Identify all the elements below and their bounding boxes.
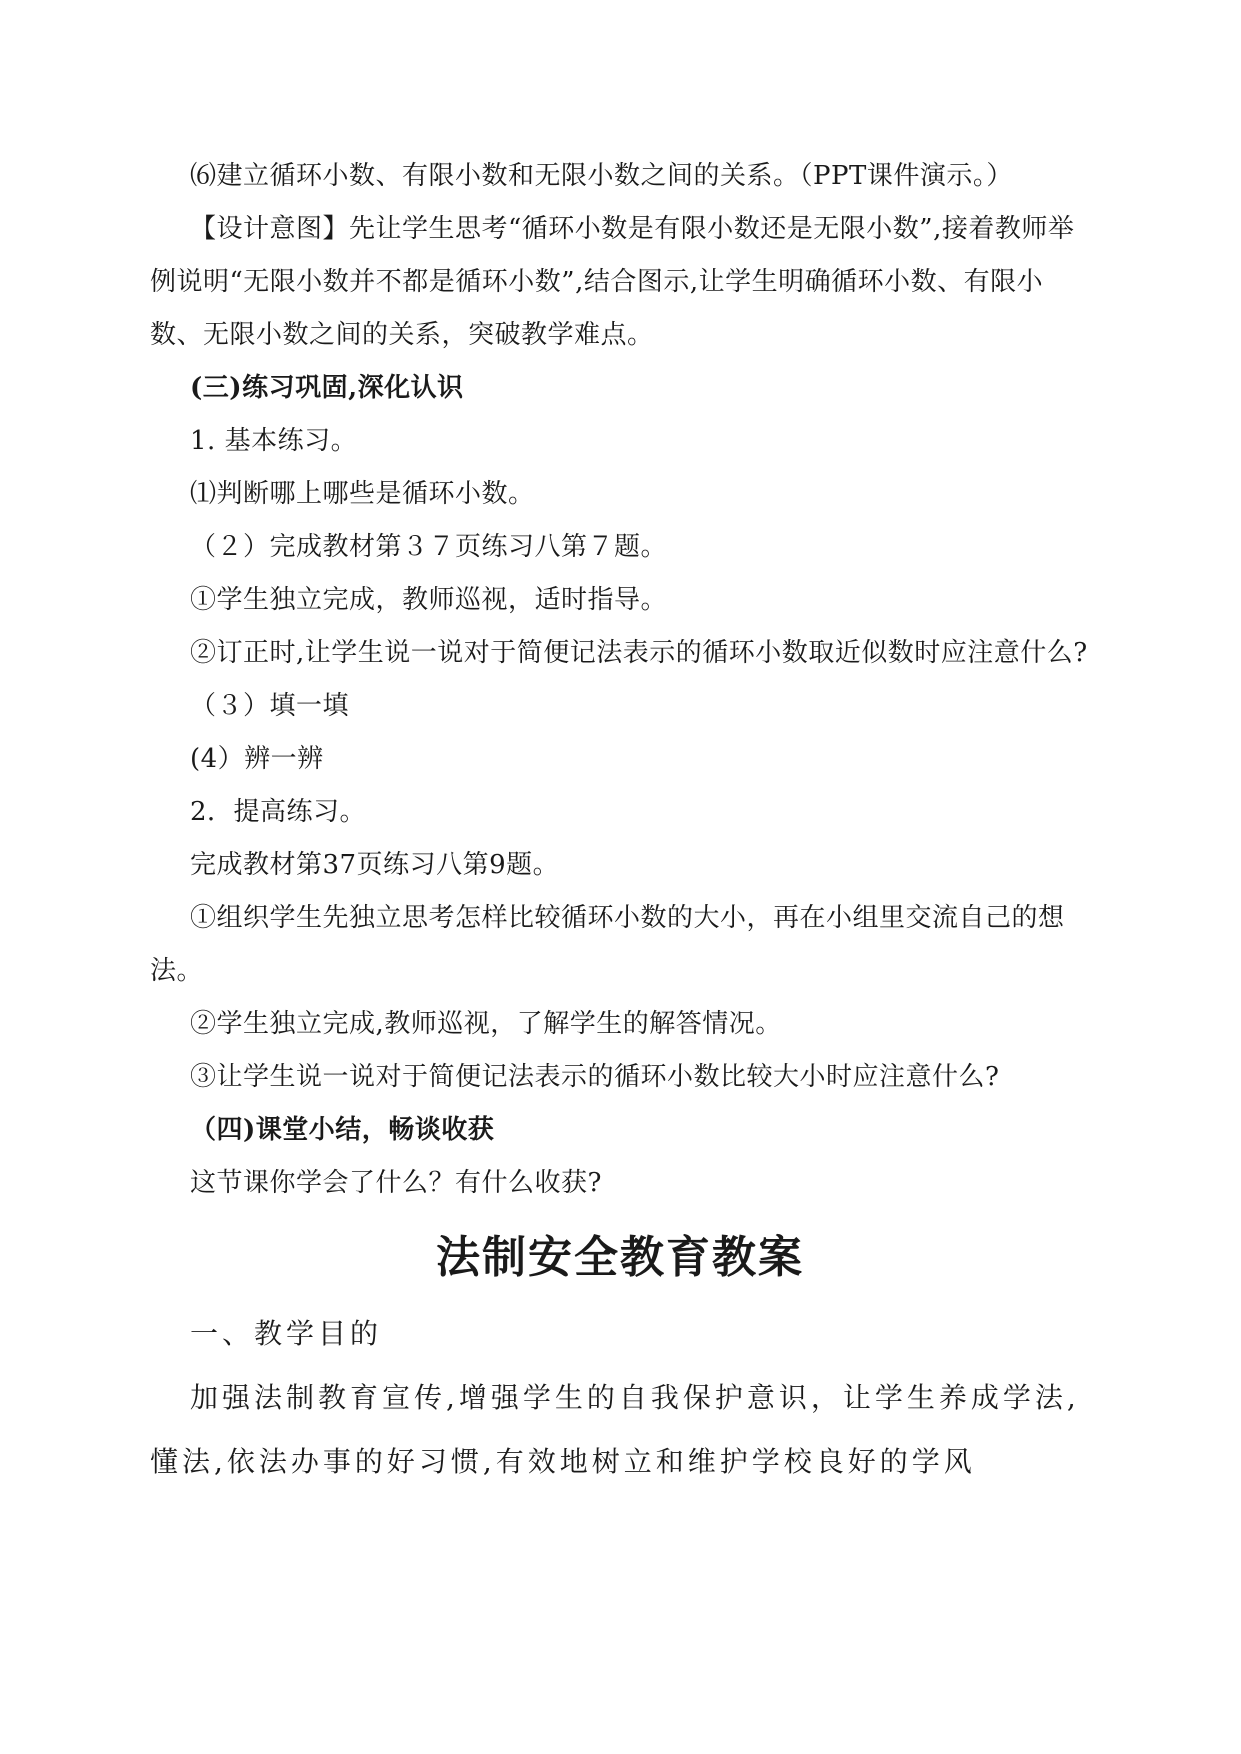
list-item: ③让学生说一说对于简便记法表示的循环小数比较大小时应注意什么? bbox=[190, 1062, 1000, 1092]
page-content bbox=[150, 150, 1090, 1494]
list-item: 完成教材第37页练习八第9题。 bbox=[190, 850, 560, 880]
lesson-title: 法制安全教育教案 bbox=[436, 1232, 804, 1283]
list-item: 1. 基本练习。 bbox=[190, 426, 358, 456]
paragraph-relation-step: ⑹建立循环小数、有限小数和无限小数之间的关系。（PPT课件演示。） bbox=[190, 161, 1013, 191]
list-item: 2．提高练习。 bbox=[190, 797, 367, 827]
lesson-heading-objectives: 一、教学目的 bbox=[190, 1317, 383, 1350]
lesson-paragraph-objectives: 加强法制教育宣传,增强学生的自我保护意识，让学生养成学法,懂法,依法办事的好习惯,有效地树立和维护学校良好的学风 bbox=[150, 1381, 1080, 1478]
paragraph-design-intent: 【设计意图】先让学生思考“循环小数是有限小数还是无限小数”,接着教师举例说明“无限小数并不都是循环小数”,结合图示,让学生明确循环小数、有限小数、无限小数之间的关系，突破教学难点。 bbox=[150, 214, 1075, 350]
section-3-heading: (三)练习巩固,深化认识 bbox=[190, 373, 464, 403]
list-item: (4）辨一辨 bbox=[190, 744, 324, 774]
list-item: ⑴判断哪上哪些是循环小数。 bbox=[190, 479, 535, 509]
list-item: （２）完成教材第３７页练习八第７题。 bbox=[190, 532, 668, 562]
list-item: ①组织学生先独立思考怎样比较循环小数的大小，再在小组里交流自己的想法。 bbox=[150, 903, 1065, 986]
list-item: ①学生独立完成，教师巡视，适时指导。 bbox=[190, 585, 668, 615]
summary-question: 这节课你学会了什么？有什么收获? bbox=[190, 1168, 602, 1198]
list-item: ②学生独立完成,教师巡视，了解学生的解答情况。 bbox=[190, 1009, 782, 1039]
section-4-heading: （四)课堂小结，畅谈收获 bbox=[190, 1115, 495, 1145]
list-item: （３）填一填 bbox=[190, 691, 350, 721]
list-item: ②订正时,让学生说一说对于简便记法表示的循环小数取近似数时应注意什么? bbox=[190, 638, 1088, 668]
